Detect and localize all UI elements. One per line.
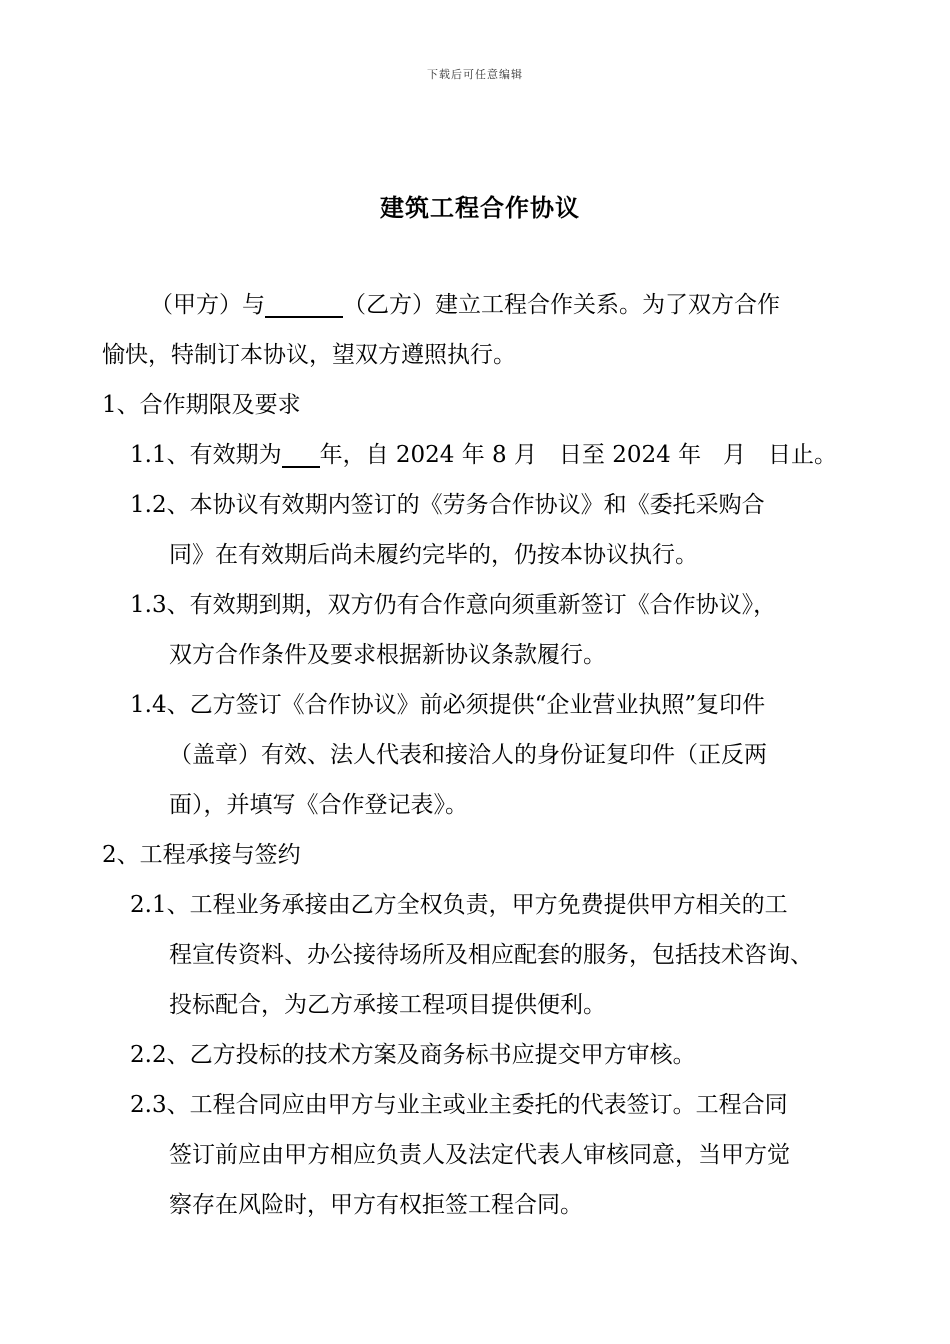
clause-1-1 — [0, 430, 950, 480]
clause-1-2-line-2: 同》在有效期后尚未履约完毕的，仍按本协议执行。 — [169, 542, 698, 568]
intro-line-1 — [0, 280, 950, 330]
clause-1-1-text-a: 1.1、有效期为 — [130, 442, 282, 468]
clause-1-3-line-1: 1.3、有效期到期，双方仍有合作意向须重新签订《合作协议》， — [130, 592, 777, 618]
validity-years-blank — [282, 438, 320, 468]
section-2-heading: 2、工程承接与签约 — [102, 842, 301, 868]
clause-2-3-line-3: 察存在风险时，甲方有权拒签工程合同。 — [169, 1192, 583, 1218]
document-title: 建筑工程合作协议 — [380, 194, 580, 222]
header-note: 下载后可任意编辑 — [427, 68, 523, 81]
clause-2-3-line-2: 签订前应由甲方相应负责人及法定代表人审核同意，当甲方觉 — [169, 1142, 790, 1168]
intro-text-a: （甲方）与 — [150, 292, 265, 318]
clause-1-1-text-b: 年，自 2024 年 8 月 日至 2024 年 月 日止。 — [319, 442, 837, 468]
clause-1-4-line-3: 面），并填写《合作登记表》。 — [169, 792, 468, 818]
clause-1-3-line-2: 双方合作条件及要求根据新协议条款履行。 — [169, 642, 606, 668]
clause-2-1-line-1: 2.1、工程业务承接由乙方全权负责，甲方免费提供甲方相关的工 — [130, 892, 788, 918]
clause-2-1-line-3: 投标配合，为乙方承接工程项目提供便利。 — [169, 992, 606, 1018]
intro-line-2: 愉快，特制订本协议，望双方遵照执行。 — [102, 342, 516, 368]
clause-2-2-line-1: 2.2、乙方投标的技术方案及商务标书应提交甲方审核。 — [130, 1042, 696, 1068]
intro-text-b: （乙方）建立工程合作关系。为了双方合作 — [343, 292, 780, 318]
clause-2-3-line-1: 2.3、工程合同应由甲方与业主或业主委托的代表签订。工程合同 — [130, 1092, 788, 1118]
section-1-heading: 1、合作期限及要求 — [102, 392, 301, 418]
clause-1-2-line-1: 1.2、本协议有效期内签订的《劳务合作协议》和《委托采购合 — [130, 492, 765, 518]
document-body — [0, 280, 950, 1230]
clause-1-4-line-2: （盖章）有效、法人代表和接洽人的身份证复印件（正反两 — [169, 742, 767, 768]
party-b-blank — [265, 288, 343, 318]
clause-1-4-line-1: 1.4、乙方签订《合作协议》前必须提供“企业营业执照”复印件 — [130, 692, 766, 718]
clause-2-1-line-2: 程宣传资料、办公接待场所及相应配套的服务，包括技术咨询、 — [169, 942, 813, 968]
